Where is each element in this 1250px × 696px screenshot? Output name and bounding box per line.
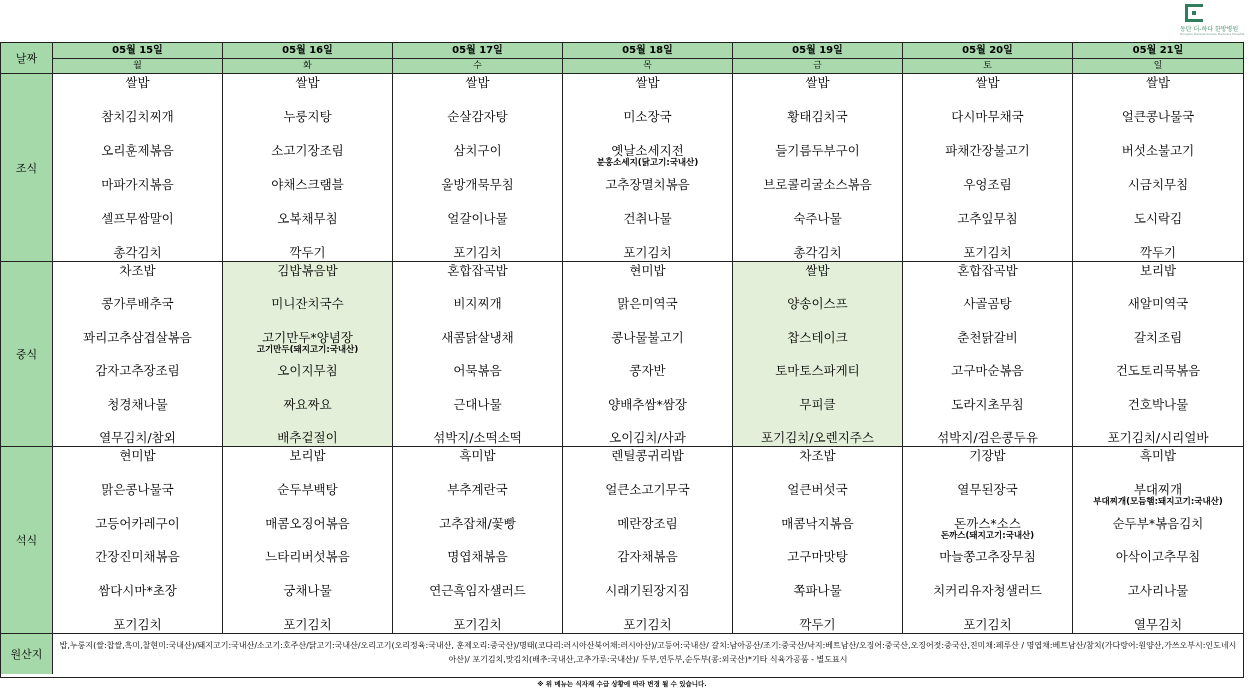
menu-item: 근대나물 xyxy=(453,396,502,412)
menu-item: 보리밥 xyxy=(1139,263,1177,278)
date-label: 날짜 xyxy=(1,43,53,74)
menu-item: 간장진미채볶음 xyxy=(95,549,180,565)
menu-item: 쪽파나물 xyxy=(793,583,842,599)
menu-item: 짜요짜요 xyxy=(283,396,332,412)
weekday-header: 금 xyxy=(733,59,903,74)
meal-label: 조식 xyxy=(1,74,53,262)
footnote: ※ 위 메뉴는 식자재 수급 상황에 따라 변경 될 수 있습니다. xyxy=(537,680,707,688)
menu-items xyxy=(1073,447,1243,633)
menu-item: 맑은콩나물국 xyxy=(101,481,174,497)
menu-item: 청경채나물 xyxy=(107,396,168,412)
menu-item: 쌀밥 xyxy=(125,75,150,90)
date-header: 05월 15일 xyxy=(53,43,223,59)
menu-item: 고등어카레구이 xyxy=(95,515,180,531)
menu-item: 포기김치 xyxy=(283,617,332,632)
menu-item: 콩자반 xyxy=(629,363,666,379)
menu-item: 열무김치/참외 xyxy=(99,430,176,445)
menu-item: 도라지초무침 xyxy=(951,396,1024,412)
hospital-name: 동탄 더-하다 한방병원 xyxy=(1180,26,1239,33)
origin-note: 부대찌개(모듬햄:돼지고기:국내산) xyxy=(1093,496,1223,507)
menu-cell xyxy=(53,447,223,634)
menu-item: 쌀밥 xyxy=(805,263,830,278)
menu-item: 기장밥 xyxy=(969,448,1006,463)
menu-item: 마늘쫑고추장무침 xyxy=(939,549,1036,565)
menu-item: 혼합잡곡밥 xyxy=(957,263,1018,278)
menu-cell xyxy=(903,447,1073,634)
menu-cell xyxy=(1073,447,1243,634)
menu-item: 치커리유자청샐러드 xyxy=(933,583,1042,599)
menu-item: 건도토리묵볶음 xyxy=(1115,363,1201,379)
menu-items xyxy=(223,262,392,446)
menu-items xyxy=(733,262,902,446)
menu-item: 오복채무침 xyxy=(277,211,338,226)
menu-item: 순살감자탕 xyxy=(447,109,508,124)
date-header: 05월 20일 xyxy=(903,43,1073,59)
origin-note: 돈까스(돼지고기:국내산) xyxy=(940,530,1035,541)
menu-item: 들기름두부구이 xyxy=(775,143,860,158)
menu-item: 소고기장조림 xyxy=(271,143,344,158)
menu-item: 시래기된장지짐 xyxy=(605,583,690,599)
menu-cell xyxy=(563,74,733,262)
menu-items xyxy=(903,262,1072,446)
menu-item: 양배추쌈*쌈장 xyxy=(608,396,687,412)
menu-cell xyxy=(903,262,1073,447)
menu-item: 얼갈이나물 xyxy=(447,211,508,226)
menu-items xyxy=(1073,262,1243,446)
menu-items xyxy=(53,74,222,261)
hospital-logo xyxy=(1180,4,1245,36)
menu-item: 포기김치 xyxy=(623,245,672,260)
weekly-menu-table xyxy=(0,42,1244,678)
menu-item: 메란장조림 xyxy=(617,515,678,531)
menu-cell xyxy=(53,262,223,447)
menu-item: 시금치무침 xyxy=(1127,177,1189,192)
menu-item: 고기만두*양념장 xyxy=(262,329,353,345)
menu-items xyxy=(563,74,732,261)
menu-item: 깍두기 xyxy=(799,617,836,632)
menu-cell xyxy=(393,262,563,447)
hospital-logo-icon xyxy=(1185,4,1203,22)
menu-item: 삼치구이 xyxy=(453,143,502,158)
menu-item: 포기김치/시리얼바 xyxy=(1107,430,1209,445)
menu-item: 쌈다시마*초장 xyxy=(98,583,177,599)
date-header: 05월 18일 xyxy=(563,43,733,59)
menu-item: 순두부*볶음김치 xyxy=(1112,515,1204,531)
menu-item: 쌀밥 xyxy=(635,75,660,90)
menu-item: 건호박나물 xyxy=(1127,396,1189,412)
menu-cell xyxy=(393,447,563,634)
date-header: 05월 21일 xyxy=(1073,43,1243,59)
menu-item: 고추장멸치볶음 xyxy=(605,177,690,192)
menu-item: 열무된장국 xyxy=(957,481,1018,497)
menu-item: 렌틸콩귀리밥 xyxy=(611,448,684,463)
menu-items xyxy=(223,74,392,261)
menu-item: 브로콜리굴소스볶음 xyxy=(763,177,872,192)
weekday-header: 일 xyxy=(1073,59,1243,74)
menu-item: 사골곰탕 xyxy=(963,296,1012,312)
menu-item: 총각김치 xyxy=(113,245,162,260)
origin-note: 분홍소세지(닭고기:국내산) xyxy=(596,158,699,168)
origin-text: 밥,누룽지(쌀:찹쌀,흑미,찰현미:국내산)/돼지고기:국내산/소고기:호주산/닭고기:국내산/오리고기(오리정육:국내산, 훈제오리:중국산)/명태(코다리:러시아산북어채:러시아산)/고등어:국내산/ 갈치:남아공산/조기:중국산/낙지:베트남산/오징어:중국산,오징어젓:중국산,진미채:페루산 / 명엽채:베트남산/참치(가다랑어:원양산,가쓰오부시:인도네시아산)/ 포기김치,맛김치(배추:국내산,고추가루:국내산)/ 두부,연두부,순두부(콩:외국산)*기타 식육가공품 - 별도표시 xyxy=(59,641,1237,664)
menu-cell xyxy=(1073,262,1243,447)
menu-item: 섞박지/소떡소떡 xyxy=(433,430,522,445)
menu-item: 쌀밥 xyxy=(465,75,490,90)
menu-item: 포기김치 xyxy=(453,617,502,632)
menu-item: 미소장국 xyxy=(623,109,672,124)
menu-item: 포기김치 xyxy=(113,617,162,632)
menu-item: 느타리버섯볶음 xyxy=(265,549,350,565)
menu-item: 비지찌개 xyxy=(453,296,502,312)
meal-label: 석식 xyxy=(1,447,53,634)
origin-note: 고기만두(돼지고기:국내산) xyxy=(256,344,359,355)
menu-item: 부대찌개 xyxy=(1133,481,1183,497)
menu-item: 김밥볶음밥 xyxy=(277,263,338,278)
menu-item: 포기김치 xyxy=(623,617,672,632)
menu-item: 마파가지볶음 xyxy=(101,177,174,192)
menu-item: 콩가루배추국 xyxy=(101,296,174,312)
menu-items xyxy=(53,262,222,446)
menu-cell xyxy=(563,447,733,634)
menu-item: 토마토스파게티 xyxy=(775,363,860,379)
menu-item: 꽈리고추삼겹살볶음 xyxy=(83,329,192,345)
menu-items xyxy=(393,262,562,446)
menu-cell xyxy=(393,74,563,262)
date-header: 05월 19일 xyxy=(733,43,903,59)
menu-item: 포기김치 xyxy=(963,245,1012,260)
meal-label: 중식 xyxy=(1,262,53,447)
weekday-header: 월 xyxy=(53,59,223,74)
menu-item: 갈치조림 xyxy=(1133,329,1183,345)
menu-item: 고구마순볶음 xyxy=(951,363,1024,379)
menu-item: 명엽채볶음 xyxy=(447,549,508,565)
menu-item: 감자고추장조림 xyxy=(95,363,180,379)
menu-item: 깍두기 xyxy=(1139,245,1177,260)
menu-item: 연근흑임자샐러드 xyxy=(429,583,526,599)
menu-item: 새알미역국 xyxy=(1127,296,1189,312)
menu-items xyxy=(1073,74,1243,261)
menu-item: 포기김치 xyxy=(453,245,502,260)
menu-item: 춘천닭갈비 xyxy=(957,329,1018,345)
date-header: 05월 17일 xyxy=(393,43,563,59)
menu-item: 숙주나물 xyxy=(793,211,842,226)
weekday-header: 토 xyxy=(903,59,1073,74)
menu-item: 돈까스*소스 xyxy=(954,515,1021,531)
menu-cell xyxy=(223,262,393,447)
menu-item: 어묵볶음 xyxy=(453,363,502,379)
menu-item: 콩나물불고기 xyxy=(611,329,684,345)
menu-item: 아삭이고추무침 xyxy=(1115,549,1201,565)
menu-item: 참치김치찌개 xyxy=(101,109,174,124)
menu-items xyxy=(223,447,392,633)
menu-item: 건취나물 xyxy=(623,211,672,226)
menu-item: 야채스크램블 xyxy=(271,177,344,192)
menu-item: 고추잎무침 xyxy=(957,211,1018,226)
menu-cell xyxy=(1073,74,1243,262)
menu-cell xyxy=(223,74,393,262)
menu-item: 셀프무쌈말이 xyxy=(101,211,174,226)
menu-item: 열무김치 xyxy=(1133,617,1183,632)
menu-item: 감자채볶음 xyxy=(617,549,678,565)
menu-items xyxy=(393,74,562,261)
menu-items xyxy=(563,262,732,446)
menu-item: 총각김치 xyxy=(793,245,842,260)
menu-item: 무피클 xyxy=(799,396,836,412)
menu-item: 흑미밥 xyxy=(459,448,496,463)
menu-item: 매콤낙지볶음 xyxy=(781,515,854,531)
weekday-header: 화 xyxy=(223,59,393,74)
menu-item: 맑은미역국 xyxy=(617,296,678,312)
menu-item: 보리밥 xyxy=(289,448,326,463)
menu-item: 오이김치/사과 xyxy=(609,430,686,445)
menu-item: 쌀밥 xyxy=(805,75,830,90)
menu-item: 현미밥 xyxy=(629,263,666,278)
menu-item: 버섯소불고기 xyxy=(1121,143,1195,158)
menu-items xyxy=(733,74,902,261)
menu-item: 배추겉절이 xyxy=(277,430,338,445)
menu-item: 얼큰소고기무국 xyxy=(605,481,690,497)
menu-item: 울방개묵무침 xyxy=(441,177,514,192)
menu-item: 쌀밥 xyxy=(1145,75,1171,90)
menu-item: 궁채나물 xyxy=(283,583,332,599)
menu-item: 양송이스프 xyxy=(787,296,848,312)
menu-item: 섞박지/검은콩두유 xyxy=(937,430,1038,445)
menu-cell xyxy=(563,262,733,447)
hospital-name-en: Dongtan Dehada Korean Medicine Hospital xyxy=(1180,32,1245,36)
menu-item: 고사리나물 xyxy=(1127,583,1189,599)
menu-item: 새콤닭살냉채 xyxy=(441,329,514,345)
menu-cell xyxy=(223,447,393,634)
menu-item: 우엉조림 xyxy=(963,177,1012,192)
weekday-header: 목 xyxy=(563,59,733,74)
menu-item: 깍두기 xyxy=(289,245,326,260)
menu-item: 얼큰버섯국 xyxy=(787,481,848,497)
menu-item: 얼큰콩나물국 xyxy=(1121,109,1195,124)
menu-item: 고구마맛탕 xyxy=(787,549,848,565)
menu-item: 다시마무채국 xyxy=(951,109,1024,124)
menu-item: 포기김치/오렌지주스 xyxy=(761,430,874,445)
menu-item: 황태김치국 xyxy=(787,109,848,124)
menu-item: 혼합잡곡밥 xyxy=(447,263,508,278)
menu-cell xyxy=(903,74,1073,262)
menu-item: 고추잡채/꽃빵 xyxy=(439,515,516,531)
menu-items xyxy=(903,74,1072,261)
menu-items xyxy=(563,447,732,633)
menu-item: 옛날소세지전 xyxy=(611,143,684,158)
weekday-header: 수 xyxy=(393,59,563,74)
origin-label: 원산지 xyxy=(1,634,53,674)
menu-item: 부추계란국 xyxy=(447,481,508,497)
date-header: 05월 16일 xyxy=(223,43,393,59)
menu-cell xyxy=(53,74,223,262)
menu-item: 쌀밥 xyxy=(975,75,1000,90)
menu-items xyxy=(393,447,562,633)
menu-item: 포기김치 xyxy=(963,617,1012,632)
menu-item: 오리훈제볶음 xyxy=(101,143,174,158)
menu-item: 차조밥 xyxy=(119,263,156,278)
menu-item: 쌀밥 xyxy=(295,75,320,90)
menu-items xyxy=(903,447,1072,633)
menu-item: 누룽지탕 xyxy=(283,109,332,124)
menu-item: 찹스테이크 xyxy=(787,329,848,345)
menu-item: 매콤오징어볶음 xyxy=(265,515,350,531)
menu-item: 도시락김 xyxy=(1133,211,1183,226)
menu-cell xyxy=(733,447,903,634)
menu-item: 파채간장불고기 xyxy=(945,143,1030,158)
menu-item: 미니잔치국수 xyxy=(271,296,344,312)
menu-cell xyxy=(733,262,903,447)
menu-item: 오이지무침 xyxy=(277,363,338,379)
menu-item: 흑미밥 xyxy=(1139,448,1177,463)
menu-items xyxy=(733,447,902,633)
menu-items xyxy=(53,447,222,633)
menu-item: 차조밥 xyxy=(799,448,836,463)
menu-cell xyxy=(733,74,903,262)
menu-item: 순두부백탕 xyxy=(277,481,338,497)
menu-item: 현미밥 xyxy=(119,448,156,463)
